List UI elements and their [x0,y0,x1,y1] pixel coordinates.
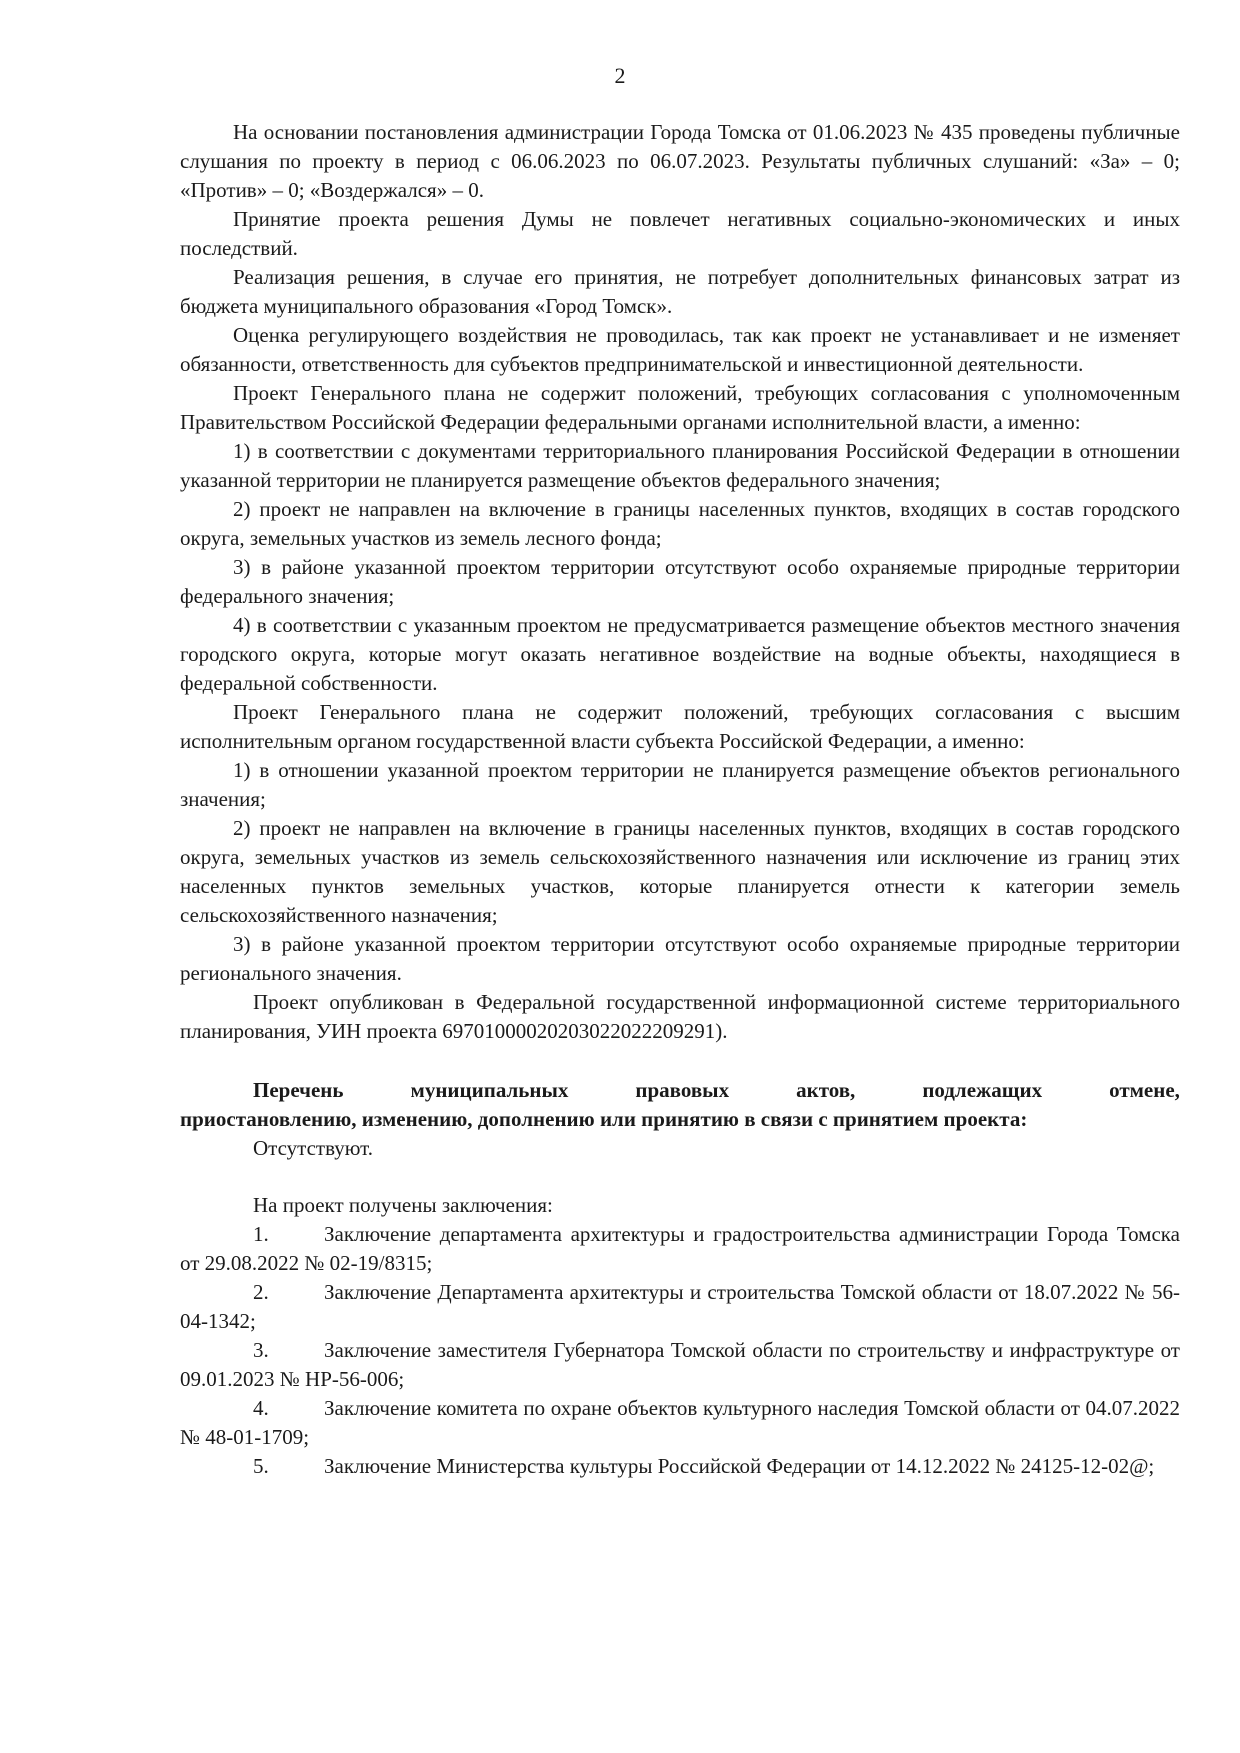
heading-word: актов, [796,1078,856,1102]
list-item-federal-1: 1) в соответствии с документами территориального планирования Российской Федерации в отношении указанной территории не планируется размещение объектов федерального значения; [180,439,1180,492]
conclusion-number: 1. [253,1222,269,1246]
list-item-regional-3: 3) в районе указанной проектом территории отсутствуют особо охраняемые природные территории регионального значения. [180,932,1180,985]
conclusion-item-5 [180,1452,1180,1481]
heading-line-2: приостановлению, изменению, дополнению или принятию в связи с принятием проекта: [180,1107,1028,1131]
heading-word: муниципальных [410,1078,569,1102]
conclusion-item-2 [180,1278,1180,1336]
conclusion-text: Заключение Департамента архитектуры и строительства Томской области от 18.07.2022 № 56-04-1342; [180,1280,1180,1333]
section-heading-legal-acts [180,1076,1180,1134]
paragraph-regional-approval: Проект Генерального плана не содержит положений, требующих согласования с высшим исполнительным органом государственной власти субъекта Российской Федерации, а именно: [180,700,1180,753]
list-item-regional-1: 1) в отношении указанной проектом территории не планируется размещение объектов регионального значения; [180,758,1180,811]
heading-word: правовых [635,1078,730,1102]
heading-word: подлежащих [922,1078,1043,1102]
conclusion-text: Заключение заместителя Губернатора Томской области по строительству и инфраструктуре от 09.01.2023 № НР-56-006; [180,1338,1180,1391]
list-item-federal-3: 3) в районе указанной проектом территории отсутствуют особо охраняемые природные территории федерального значения; [180,555,1180,608]
list-item-federal-4: 4) в соответствии с указанным проектом не предусматривается размещение объектов местного значения городского округа, которые могут оказать негативное воздействие на водные объекты, находящиеся в федеральной собственности. [180,613,1180,695]
page-number: 2 [614,63,626,88]
heading-word: Перечень [253,1078,344,1102]
spacer [180,1046,1180,1076]
paragraph-no-costs: Реализация решения, в случае его принятия, не потребует дополнительных финансовых затрат из бюджета муниципального образования «Город Томск». [180,265,1180,318]
document-body [180,118,1180,1481]
conclusion-number: 3. [253,1338,269,1362]
conclusion-item-3 [180,1336,1180,1394]
paragraph-no-consequences: Принятие проекта решения Думы не повлечет негативных социально-экономических и иных последствий. [180,207,1180,260]
conclusion-text: Заключение комитета по охране объектов культурного наследия Томской области от 04.07.2022 № 48-01-1709; [180,1396,1180,1449]
conclusion-item-1 [180,1220,1180,1278]
conclusion-text: Заключение департамента архитектуры и градостроительства администрации Города Томска от 29.08.2022 № 02-19/8315; [180,1222,1180,1275]
paragraph-federal-approval: Проект Генерального плана не содержит положений, требующих согласования с уполномоченным Правительством Российской Федерации федеральными органами исполнительной власти, а именно: [180,381,1180,434]
paragraph-public-hearings: На основании постановления администрации Города Томска от 01.06.2023 № 435 проведены публичные слушания по проекту в период с 06.06.2023 по 06.07.2023. Результаты публичных слушаний: «За» – 0; «Против» – 0; «Воздержался» – 0. [180,120,1180,202]
paragraph-absent: Отсутствуют. [253,1136,374,1160]
paragraph-regulatory-assessment: Оценка регулирующего воздействия не проводилась, так как проект не устанавливает и не изменяет обязанности, ответственность для субъектов предпринимательской и инвестиционной деятельности. [180,323,1180,376]
heading-line-1 [253,1076,1180,1105]
conclusion-text: Заключение Министерства культуры Российской Федерации от 14.12.2022 № 24125-12-02@; [324,1454,1155,1478]
conclusion-item-4 [180,1394,1180,1452]
conclusions-intro: На проект получены заключения: [253,1193,553,1217]
paragraph-publication: Проект опубликован в Федеральной государственной информационной системе территориального планирования, УИН проекта 69701000020203022022209291). [180,990,1180,1043]
list-item-federal-2: 2) проект не направлен на включение в границы населенных пунктов, входящих в состав городского округа, земельных участков из земель лесного фонда; [180,497,1180,550]
conclusion-number: 5. [253,1454,269,1478]
list-item-regional-2: 2) проект не направлен на включение в границы населенных пунктов, входящих в состав городского округа, земельных участков из земель сельскохозяйственного назначения или исключение из границ этих населенных пунктов земельных участков, которые планируется отнести к категории земель сельскохозяйственного назначения; [180,816,1180,927]
conclusion-number: 2. [253,1280,269,1304]
conclusion-number: 4. [253,1396,269,1420]
spacer [180,1163,1180,1191]
heading-word: отмене, [1109,1078,1180,1102]
